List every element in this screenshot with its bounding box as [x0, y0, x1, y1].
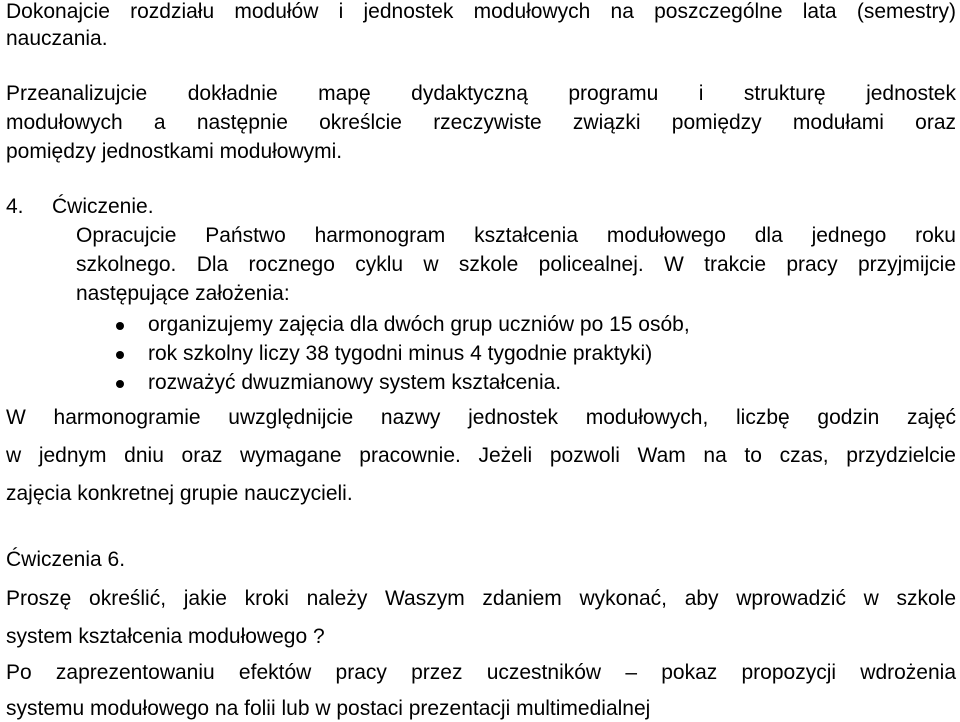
list-item-text: rozważyć dwuzmianowy system kształcenia. — [148, 371, 562, 394]
harmonogram-line-3: zajęcia konkretnej grupie nauczycieli. — [6, 482, 353, 505]
intro-line-2: nauczania. — [6, 27, 108, 50]
harmonogram-line-1: W harmonogramie uwzględnijcie nazwy jednostek modułowych, liczbę godzin zajęć — [6, 406, 956, 429]
harmonogram-line-2: w jednym dniu oraz wymagane pracownie. Jeżeli pozwoli Wam na to czas, przydzielcie — [6, 444, 956, 467]
analysis-line-1: Przeanalizujcie dokładnie mapę dydaktyczną programu i strukturę jednostek — [6, 82, 956, 105]
analysis-line-3: pomiędzy jednostkami modułowymi. — [6, 140, 343, 163]
bullet-icon — [116, 380, 124, 388]
exercise6-title: Ćwiczenia 6. — [6, 548, 126, 571]
exercise4-line-3: następujące założenia: — [76, 282, 290, 305]
list-item-text: rok szkolny liczy 38 tygodni minus 4 tygodnie praktyki) — [148, 342, 653, 365]
intro-line-1: Dokonajcie rozdziału modułów i jednostek modułowych na poszczególne lata (semestry) — [6, 0, 956, 23]
exercise4-title: Ćwiczenie. — [52, 195, 154, 218]
analysis-line-2: modułowych a następnie określcie rzeczywiste związki pomiędzy modułami oraz — [6, 111, 956, 134]
exercise4-number: 4. — [6, 195, 24, 218]
list-item-text: organizujemy zajęcia dla dwóch grup uczniów po 15 osób, — [148, 313, 690, 336]
exercise6-line-1: Proszę określić, jakie kroki należy Waszym zdaniem wykonać, aby wprowadzić w szkole — [6, 587, 956, 610]
bullet-icon — [116, 351, 124, 359]
bullet-icon — [116, 322, 124, 330]
exercise4-line-2: szkolnego. Dla rocznego cyklu w szkole policealnej. W trakcie pracy przyjmijcie — [76, 253, 956, 276]
exercise4-line-1: Opracujcie Państwo harmonogram kształcenia modułowego dla jednego roku — [76, 224, 956, 247]
exercise6-line-3: Po zaprezentowaniu efektów pracy przez uczestników – pokaz propozycji wdrożenia — [6, 661, 956, 684]
exercise6-line-2: system kształcenia modułowego ? — [6, 625, 325, 648]
exercise6-line-4: systemu modułowego na folii lub w postaci prezentacji multimedialnej — [6, 697, 651, 720]
